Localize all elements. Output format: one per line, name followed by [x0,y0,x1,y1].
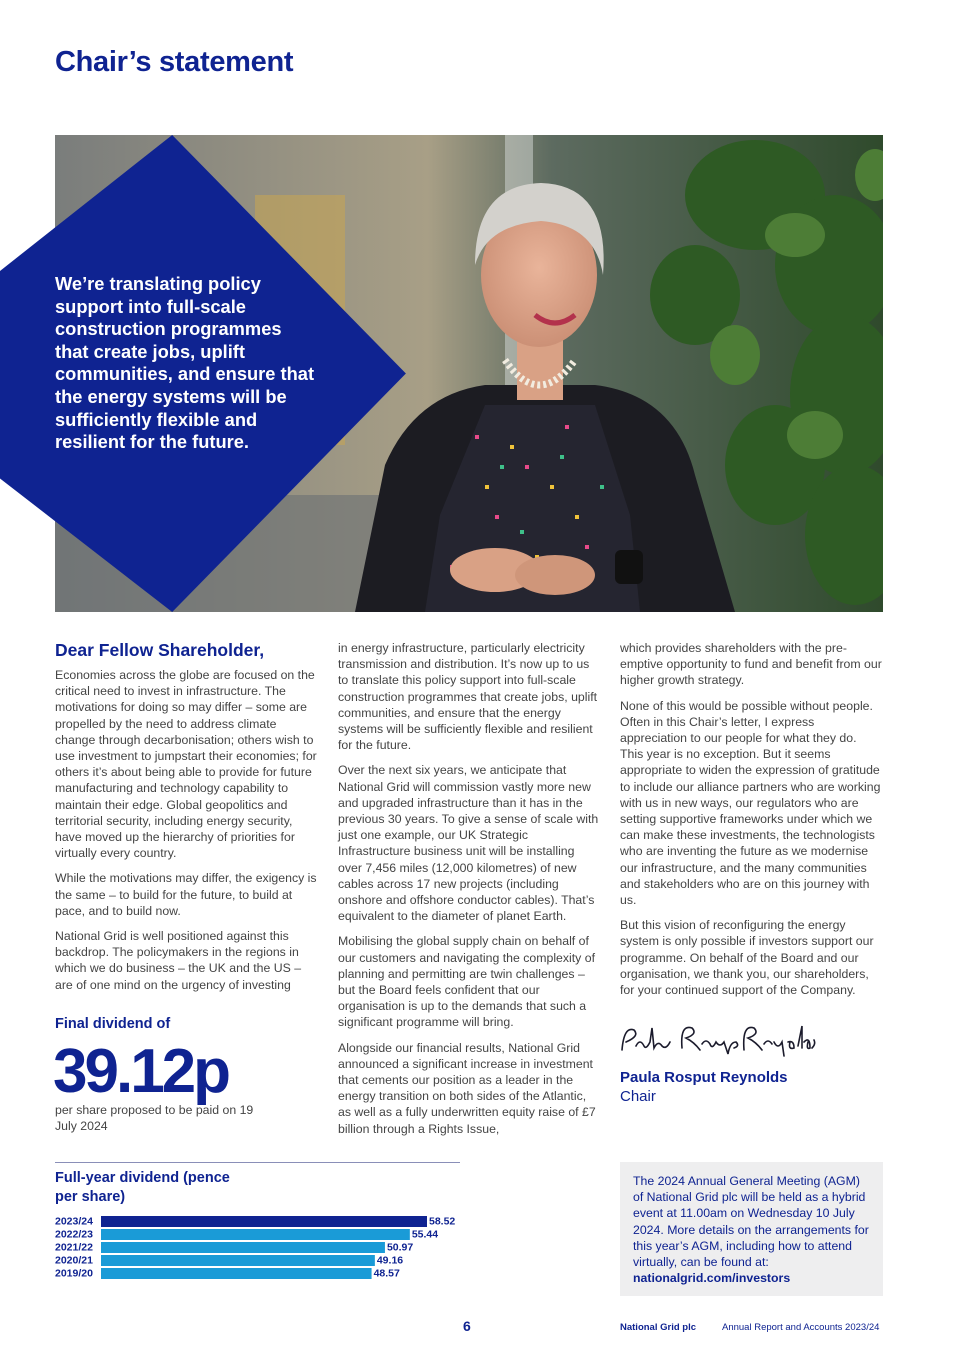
letter-column-3 [620,640,882,1007]
dividend-bar [101,1216,427,1227]
final-dividend-value: 39.12p [53,1037,229,1106]
signer-role: Chair [620,1088,656,1105]
bar-category-label: 2019/20 [55,1267,93,1280]
agm-text: The 2024 Annual General Meeting (AGM) of National Grid plc will be held as a hybrid event at 11.00am on Wednesday 10 July 2024. More details on the arrangements for this year’s AGM, including how to attend virtually, can be found at: [633,1174,869,1270]
letter-paragraph: Economies across the globe are focused on the critical need to invest in infrastructure. The motivations for doing so may differ – some are propelled by the need to address climate change through decarbonisation; others wish to use investment to jumpstart their economies; for others it’s about being able to provide for future manufacturing and technology capability to maintain their edge. Global geopolitics and territorial security, including energy security, have moved up the hierarchy of priorities for virtually every country. [55,668,317,861]
dividend-bar-chart [55,1215,465,1285]
bar-value-label: 49.16 [376,1254,404,1267]
pull-quote: We’re translating policy support into full-scale construction programmes that create jobs, uplift communities, and ensure that the energy systems will be sufficiently flexible and resilient for the future. [55,273,315,453]
letter-column-2 [338,640,600,1146]
chart-divider [55,1162,460,1163]
footer-document: Annual Report and Accounts 2023/24 [722,1322,880,1333]
letter-paragraph: Mobilising the global supply chain on behalf of our customers and navigating the complexity of planning and permitting are twin challenges – but the Board feels confident that our organisation is up to the demands that such a significant programme will bring. [338,934,596,1030]
signature-image [618,1020,818,1064]
bar-value-label: 50.97 [386,1241,414,1254]
bar-value-label: 48.57 [373,1267,400,1280]
bar-category-label: 2022/23 [55,1228,93,1241]
final-dividend-label: Final dividend of [55,1016,171,1032]
page-number: 6 [463,1318,471,1334]
letter-paragraph: which provides shareholders with the pre-emptive opportunity to fund and benefit from our higher growth strategy. [620,641,882,688]
letter-column-1 [55,640,317,1002]
dividend-bar [101,1268,372,1279]
signer-name: Paula Rosput Reynolds [620,1069,788,1086]
salutation: Dear Fellow Shareholder, [55,640,265,660]
bar-value-label: 55.44 [411,1228,439,1241]
footer-company: National Grid plc [620,1322,697,1333]
bar-category-label: 2023/24 [55,1215,93,1228]
chart-title: Full-year dividend (pence per share) [55,1170,230,1205]
agm-link[interactable]: nationalgrid.com/investors [633,1271,791,1286]
agm-info-box [620,1162,883,1296]
bar-value-label: 58.52 [429,1215,456,1228]
letter-paragraph: Over the next six years, we anticipate that National Grid will commission vastly more new and upgraded infrastructure than it has in the previous 30 years. To give a sense of scale with just one example, our UK Strategic Infrastructure business unit will be installing over 7,456 miles (12,000 kilometres) of new cables across 17 new projects (including onshore and offshore conductor cables). That’s equivalent to the diameter of planet Earth. [338,763,599,924]
letter-paragraph: While the motivations may differ, the exigency is the same – to build for the future, to build at pace, and to build now. [55,871,317,918]
dividend-bar [101,1255,375,1266]
letter-paragraph: Alongside our financial results, National Grid announced a significant increase in investment that cements our position as a leader in the energy transition on both sides of the Atlantic, as well as a fully underwritten equity raise of £7 billion through a Rights Issue, [338,1040,596,1136]
dividend-bar [101,1229,410,1240]
bar-category-label: 2021/22 [55,1241,93,1254]
letter-paragraph: National Grid is well positioned against this backdrop. The policymakers in the regions in which we do business – the UK and the US – are of one mind on the urgency of investing [55,929,302,992]
dividend-bar [101,1242,385,1253]
letter-paragraph: But this vision of reconfiguring the energy system is only possible if investors support our programme. On behalf of the Board and our organisation, we thank you, our shareholders, for your continued support of the Company. [620,918,874,998]
letter-paragraph: in energy infrastructure, particularly electricity transmission and distribution. It’s now up to us to translate this policy support into full-scale construction programmes that create jobs, uplift communities, and ensure that the energy systems will be sufficiently flexible and resilient for the future. [338,641,598,753]
bar-category-label: 2020/21 [55,1254,93,1267]
page-title: Chair’s statement [55,46,294,78]
letter-paragraph: None of this would be possible without people. Often in this Chair’s letter, I express appreciation to our people for what they do. This year is no exception. But it seems appropriate to widen the expression of gratitude to include our alliance partners who are working with us in new ways, our regulators who are setting supportive frameworks under which we can make these investments, the technologists who are inventing the future as we modernise our infrastructure, and the many communities and stakeholders who are on this journey with us. [620,698,881,908]
final-dividend-note: per share proposed to be paid on 19 July 2024 [55,1103,254,1133]
